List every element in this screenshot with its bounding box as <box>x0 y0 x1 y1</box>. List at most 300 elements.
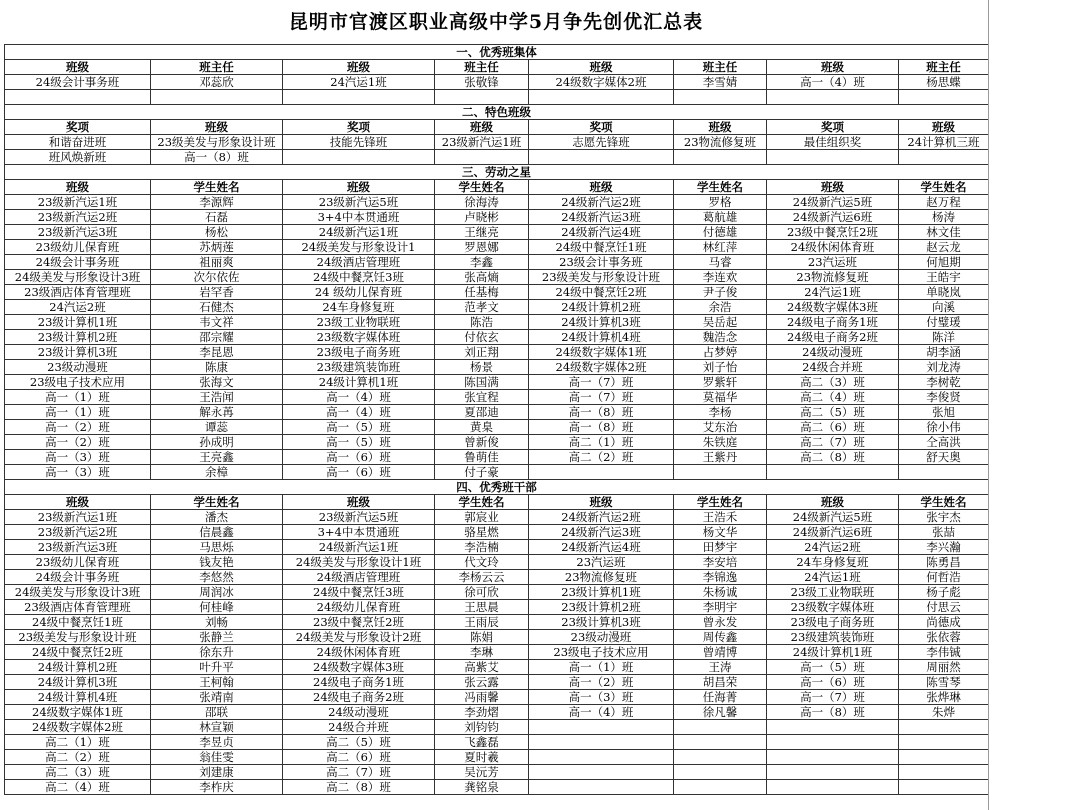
column-header: 学生姓名 <box>435 495 529 510</box>
table-row <box>5 225 989 240</box>
class-cell: 高一（6）班 <box>767 675 899 690</box>
table-row <box>5 150 989 165</box>
column-header: 班级 <box>283 60 435 75</box>
name-cell: 余樟 <box>151 465 283 480</box>
class-cell: 23级电子商务班 <box>283 345 435 360</box>
name-cell: 陈勇昌 <box>899 555 989 570</box>
class-cell: 24级电子商务2班 <box>283 690 435 705</box>
column-header: 学生姓名 <box>674 180 767 195</box>
class-cell: 高一（1）班 <box>529 660 674 675</box>
class-cell: 24级美发与形象设计1 <box>283 240 435 255</box>
name-cell: 尚德成 <box>899 615 989 630</box>
name-cell: 张靖南 <box>151 690 283 705</box>
name-cell: 付思云 <box>899 600 989 615</box>
name-cell: 王皓宇 <box>899 270 989 285</box>
name-cell: 田梦宇 <box>674 540 767 555</box>
name-cell: 石健杰 <box>151 300 283 315</box>
class-cell: 23级电子商务班 <box>767 615 899 630</box>
name-cell <box>899 720 989 735</box>
class-cell: 24汽运1班 <box>283 75 435 90</box>
class-cell <box>767 90 899 105</box>
name-cell <box>674 780 767 795</box>
column-header-row <box>5 60 989 75</box>
class-cell <box>529 765 674 780</box>
class-cell: 高一（7）班 <box>529 375 674 390</box>
name-cell: 杨思蝶 <box>899 75 989 90</box>
name-cell <box>435 90 529 105</box>
column-header: 班级 <box>5 495 151 510</box>
class-cell: 24车身修复班 <box>767 555 899 570</box>
name-cell: 骆星燃 <box>435 525 529 540</box>
section-heading: 三、劳动之星 <box>5 165 989 180</box>
name-cell: 刘子怡 <box>674 360 767 375</box>
name-cell <box>899 780 989 795</box>
table-row <box>5 255 989 270</box>
class-cell: 高一（5）班 <box>767 660 899 675</box>
name-cell: 李杨云云 <box>435 570 529 585</box>
name-cell: 罗格 <box>674 195 767 210</box>
table-row <box>5 300 989 315</box>
name-cell: 朱烨 <box>899 705 989 720</box>
class-cell: 24级新汽运3班 <box>529 210 674 225</box>
class-cell: 高一（1）班 <box>5 390 151 405</box>
name-cell <box>899 735 989 750</box>
column-header: 班级 <box>5 60 151 75</box>
name-cell: 吴岳起 <box>674 315 767 330</box>
name-cell: 杨文华 <box>674 525 767 540</box>
class-cell: 高二（5）班 <box>767 405 899 420</box>
name-cell: 李源辉 <box>151 195 283 210</box>
name-cell: 林红萍 <box>674 240 767 255</box>
class-cell: 高二（2）班 <box>529 450 674 465</box>
class-cell: 23级电子技术应用 <box>5 375 151 390</box>
class-cell <box>529 735 674 750</box>
name-cell: 任海菁 <box>674 690 767 705</box>
name-cell <box>899 465 989 480</box>
name-cell: 张烨琳 <box>899 690 989 705</box>
name-cell: 李兴瀚 <box>899 540 989 555</box>
class-cell: 24级数字媒体2班 <box>529 75 674 90</box>
table-row <box>5 660 989 675</box>
name-cell: 刘畅 <box>151 615 283 630</box>
table-row <box>5 315 989 330</box>
class-cell: 24级美发与形象设计3班 <box>5 270 151 285</box>
name-cell: 郭宸业 <box>435 510 529 525</box>
class-cell: 23级新汽运3班 <box>5 225 151 240</box>
column-header: 奖项 <box>529 120 674 135</box>
class-cell: 24级数字媒体3班 <box>767 300 899 315</box>
class-cell: 23级中餐烹饪2班 <box>283 615 435 630</box>
section-heading-row <box>5 165 989 180</box>
name-cell: 韦文祥 <box>151 315 283 330</box>
name-cell: 孙成明 <box>151 435 283 450</box>
class-cell: 24级动漫班 <box>283 705 435 720</box>
name-cell: 朱铁庭 <box>674 435 767 450</box>
name-cell: 刘龙涛 <box>899 360 989 375</box>
class-cell: 24级电子商务1班 <box>283 675 435 690</box>
name-cell <box>674 465 767 480</box>
class-cell: 23级电子技术应用 <box>529 645 674 660</box>
class-cell: 23级新汽运1班 <box>5 195 151 210</box>
class-cell: 高二（4）班 <box>767 390 899 405</box>
name-cell: 林宣颖 <box>151 720 283 735</box>
class-cell: 23级数字媒体班 <box>767 600 899 615</box>
class-cell: 高一（6）班 <box>283 450 435 465</box>
name-cell: 葛航雄 <box>674 210 767 225</box>
column-header: 班级 <box>151 120 283 135</box>
class-cell: 24级会计事务班 <box>5 75 151 90</box>
class-cell: 24级数字媒体1班 <box>529 345 674 360</box>
name-cell: 信晨鑫 <box>151 525 283 540</box>
class-cell: 23级建筑装饰班 <box>283 360 435 375</box>
name-cell: 王紫丹 <box>674 450 767 465</box>
name-cell <box>151 90 283 105</box>
name-cell: 刘钧钧 <box>435 720 529 735</box>
name-cell: 李安培 <box>674 555 767 570</box>
class-cell: 高一（3）班 <box>529 690 674 705</box>
class-cell: 24级计算机1班 <box>767 645 899 660</box>
name-cell: 刘正翔 <box>435 345 529 360</box>
name-cell: 冯雨馨 <box>435 690 529 705</box>
table-row <box>5 240 989 255</box>
class-cell: 23级计算机3班 <box>5 345 151 360</box>
name-cell: 祖丽爽 <box>151 255 283 270</box>
name-cell: 仝高洪 <box>899 435 989 450</box>
name-cell: 鲁萌佳 <box>435 450 529 465</box>
class-cell: 23级酒店体育管理班 <box>5 600 151 615</box>
class-cell <box>767 720 899 735</box>
table-row <box>5 420 989 435</box>
table-row <box>5 405 989 420</box>
class-cell: 高一（4）班 <box>529 705 674 720</box>
class-cell: 24汽运2班 <box>5 300 151 315</box>
class-cell: 23汽运班 <box>529 555 674 570</box>
class-cell: 24级计算机3班 <box>5 675 151 690</box>
class-cell: 技能先锋班 <box>283 135 435 150</box>
name-cell: 罗恩娜 <box>435 240 529 255</box>
column-header: 奖项 <box>5 120 151 135</box>
name-cell: 何旭期 <box>899 255 989 270</box>
table-row <box>5 75 989 90</box>
section-heading: 一、优秀班集体 <box>5 45 989 60</box>
table-row <box>5 195 989 210</box>
class-cell: 24级新汽运1班 <box>283 225 435 240</box>
name-cell: 张高熵 <box>435 270 529 285</box>
class-cell: 3+4中本贯通班 <box>283 525 435 540</box>
column-header-row <box>5 495 989 510</box>
class-cell: 23物流修复班 <box>767 270 899 285</box>
name-cell: 徐凡馨 <box>674 705 767 720</box>
table-row <box>5 375 989 390</box>
class-cell: 高一（4）班 <box>283 405 435 420</box>
name-cell: 杨子彪 <box>899 585 989 600</box>
name-cell <box>899 150 989 165</box>
name-cell: 胡李涵 <box>899 345 989 360</box>
section-heading: 四、优秀班干部 <box>5 480 989 495</box>
section-heading-row <box>5 45 989 60</box>
name-cell: 代文玲 <box>435 555 529 570</box>
sheet-title: 昆明市官渡区职业高级中学5月争先创优汇总表 <box>288 11 704 33</box>
name-cell: 周润冰 <box>151 585 283 600</box>
class-cell: 高一（4）班 <box>283 390 435 405</box>
column-header: 奖项 <box>283 120 435 135</box>
table-row <box>5 510 989 525</box>
column-header: 班级 <box>529 495 674 510</box>
name-cell: 李昱贞 <box>151 735 283 750</box>
name-cell: 曾永发 <box>674 615 767 630</box>
table-row <box>5 90 989 105</box>
class-cell: 24级中餐烹饪2班 <box>529 285 674 300</box>
name-cell: 周丽然 <box>899 660 989 675</box>
name-cell: 李浩楠 <box>435 540 529 555</box>
name-cell: 尹子俊 <box>674 285 767 300</box>
name-cell: 王思晨 <box>435 600 529 615</box>
name-cell <box>435 150 529 165</box>
column-header: 学生姓名 <box>151 495 283 510</box>
name-cell: 付子豪 <box>435 465 529 480</box>
name-cell: 飞鑫磊 <box>435 735 529 750</box>
column-header: 班级 <box>899 120 989 135</box>
column-header-row <box>5 120 989 135</box>
table-row <box>5 615 989 630</box>
name-cell: 余浩 <box>674 300 767 315</box>
name-cell: 潘杰 <box>151 510 283 525</box>
name-cell <box>899 765 989 780</box>
name-cell: 张喆 <box>899 525 989 540</box>
table-row <box>5 675 989 690</box>
class-cell: 24级新汽运2班 <box>529 195 674 210</box>
name-cell: 向溪 <box>899 300 989 315</box>
class-cell: 高二（8）班 <box>767 450 899 465</box>
class-cell <box>767 735 899 750</box>
name-cell: 李伟铖 <box>899 645 989 660</box>
name-cell: 陈国满 <box>435 375 529 390</box>
name-cell: 高一（8）班 <box>151 150 283 165</box>
class-cell: 23级幼儿保育班 <box>5 555 151 570</box>
class-cell: 24级计算机3班 <box>529 315 674 330</box>
name-cell: 马睿 <box>674 255 767 270</box>
class-cell: 高二（1）班 <box>5 735 151 750</box>
name-cell: 马思烁 <box>151 540 283 555</box>
class-cell: 高二（3）班 <box>5 765 151 780</box>
class-cell: 高二（1）班 <box>529 435 674 450</box>
name-cell <box>674 90 767 105</box>
name-cell: 徐可欣 <box>435 585 529 600</box>
column-header: 班级 <box>529 60 674 75</box>
class-cell: 高二（6）班 <box>283 750 435 765</box>
column-header: 班级 <box>674 120 767 135</box>
name-cell: 张宇杰 <box>899 510 989 525</box>
class-cell: 高一（4）班 <box>767 75 899 90</box>
column-header: 班级 <box>283 495 435 510</box>
class-cell: 24级美发与形象设计1班 <box>283 555 435 570</box>
class-cell: 24级新汽运5班 <box>767 195 899 210</box>
table-row <box>5 390 989 405</box>
section-heading-row <box>5 105 989 120</box>
class-cell: 志愿先锋班 <box>529 135 674 150</box>
table-row <box>5 645 989 660</box>
column-header: 班主任 <box>435 60 529 75</box>
class-cell: 高二（8）班 <box>283 780 435 795</box>
class-cell: 23级动漫班 <box>5 360 151 375</box>
column-header: 学生姓名 <box>899 180 989 195</box>
table-row <box>5 345 989 360</box>
name-cell: 李连欢 <box>674 270 767 285</box>
table-row <box>5 135 989 150</box>
name-cell: 徐东升 <box>151 645 283 660</box>
table-row <box>5 525 989 540</box>
class-cell: 高二（6）班 <box>767 420 899 435</box>
name-cell: 陈康 <box>151 360 283 375</box>
class-cell: 24级中餐烹饪3班 <box>283 585 435 600</box>
name-cell: 卢晓彬 <box>435 210 529 225</box>
class-cell: 高一（8）班 <box>529 405 674 420</box>
class-cell: 23级新汽运2班 <box>5 210 151 225</box>
name-cell <box>674 150 767 165</box>
class-cell: 和谐奋进班 <box>5 135 151 150</box>
table-row <box>5 600 989 615</box>
table-row <box>5 780 989 795</box>
class-cell: 23级幼儿保育班 <box>5 240 151 255</box>
name-cell: 解永苒 <box>151 405 283 420</box>
class-cell: 高一（6）班 <box>283 465 435 480</box>
name-cell: 翁佳雯 <box>151 750 283 765</box>
class-cell: 24级酒店管理班 <box>283 255 435 270</box>
name-cell: 徐小伟 <box>899 420 989 435</box>
class-cell: 24级新汽运3班 <box>529 525 674 540</box>
class-cell: 24级计算机4班 <box>5 690 151 705</box>
table-row <box>5 630 989 645</box>
summary-table <box>4 44 989 795</box>
section-heading-row <box>5 480 989 495</box>
column-header: 学生姓名 <box>151 180 283 195</box>
class-cell: 24级新汽运4班 <box>529 225 674 240</box>
class-cell: 24级电子商务2班 <box>767 330 899 345</box>
name-cell <box>899 750 989 765</box>
column-header: 学生姓名 <box>435 180 529 195</box>
name-cell: 邓蕊欣 <box>151 75 283 90</box>
class-cell: 24级合并班 <box>767 360 899 375</box>
class-cell <box>767 765 899 780</box>
column-header: 学生姓名 <box>899 495 989 510</box>
table-row <box>5 435 989 450</box>
class-cell: 23级新汽运1班 <box>5 510 151 525</box>
class-cell: 最佳组织奖 <box>767 135 899 150</box>
name-cell: 朱杨诚 <box>674 585 767 600</box>
name-cell: 赵万程 <box>899 195 989 210</box>
class-cell: 23物流修复班 <box>529 570 674 585</box>
name-cell: 夏邵迪 <box>435 405 529 420</box>
class-cell: 23级数字媒体班 <box>283 330 435 345</box>
name-cell: 李昆恩 <box>151 345 283 360</box>
name-cell: 李柞庆 <box>151 780 283 795</box>
name-cell: 王雨辰 <box>435 615 529 630</box>
name-cell: 林文佳 <box>899 225 989 240</box>
class-cell: 24汽运1班 <box>767 570 899 585</box>
class-cell: 23级动漫班 <box>529 630 674 645</box>
name-cell: 苏炳莲 <box>151 240 283 255</box>
class-cell: 高二（2）班 <box>5 750 151 765</box>
name-cell: 李悠然 <box>151 570 283 585</box>
class-cell: 24级计算机1班 <box>283 375 435 390</box>
table-row <box>5 570 989 585</box>
class-cell: 24级动漫班 <box>767 345 899 360</box>
class-cell: 班风焕新班 <box>5 150 151 165</box>
class-cell: 23级计算机3班 <box>529 615 674 630</box>
name-cell: 陈雪琴 <box>899 675 989 690</box>
class-cell: 23汽运班 <box>767 255 899 270</box>
class-cell: 24级计算机4班 <box>529 330 674 345</box>
name-cell: 邵联 <box>151 705 283 720</box>
class-cell: 高一（2）班 <box>529 675 674 690</box>
name-cell <box>674 720 767 735</box>
class-cell: 24级会计事务班 <box>5 255 151 270</box>
name-cell: 赵云龙 <box>899 240 989 255</box>
class-cell: 23级中餐烹饪2班 <box>767 225 899 240</box>
class-cell: 24级新汽运5班 <box>767 510 899 525</box>
class-cell: 24级美发与形象设计3班 <box>5 585 151 600</box>
name-cell: 陈洋 <box>899 330 989 345</box>
name-cell: 张宜程 <box>435 390 529 405</box>
class-cell: 高一（5）班 <box>283 435 435 450</box>
name-cell: 付德雄 <box>674 225 767 240</box>
class-cell: 高二（7）班 <box>283 765 435 780</box>
name-cell: 杨松 <box>151 225 283 240</box>
name-cell: 邵宗耀 <box>151 330 283 345</box>
name-cell: 岩罕香 <box>151 285 283 300</box>
class-cell <box>767 150 899 165</box>
class-cell: 23级计算机1班 <box>5 315 151 330</box>
class-cell <box>283 150 435 165</box>
table-row <box>5 735 989 750</box>
column-header: 班级 <box>435 120 529 135</box>
class-cell: 高一（5）班 <box>283 420 435 435</box>
class-cell: 23级会计事务班 <box>529 255 674 270</box>
name-cell: 李树乾 <box>899 375 989 390</box>
name-cell: 23级美发与形象设计班 <box>151 135 283 150</box>
class-cell <box>767 780 899 795</box>
class-cell: 高二（7）班 <box>767 435 899 450</box>
class-cell: 24级电子商务1班 <box>767 315 899 330</box>
column-header: 班级 <box>767 60 899 75</box>
name-cell: 王涛 <box>674 660 767 675</box>
class-cell: 3+4中本贯通班 <box>283 210 435 225</box>
summary-sheet <box>4 0 988 808</box>
column-header: 班级 <box>767 495 899 510</box>
class-cell: 高一（2）班 <box>5 420 151 435</box>
column-header: 学生姓名 <box>674 495 767 510</box>
name-cell: 23级新汽运1班 <box>435 135 529 150</box>
name-cell: 钱友艳 <box>151 555 283 570</box>
class-cell: 24 级幼儿保育班 <box>283 285 435 300</box>
name-cell: 何桂峰 <box>151 600 283 615</box>
name-cell: 杨涛 <box>899 210 989 225</box>
name-cell: 李杨 <box>674 405 767 420</box>
name-cell: 李明宇 <box>674 600 767 615</box>
class-cell: 24级酒店管理班 <box>283 570 435 585</box>
class-cell: 24级休闲体育班 <box>767 240 899 255</box>
table-row <box>5 690 989 705</box>
name-cell <box>674 735 767 750</box>
table-row <box>5 750 989 765</box>
class-cell <box>767 750 899 765</box>
class-cell: 24级新汽运6班 <box>767 210 899 225</box>
name-cell: 张静兰 <box>151 630 283 645</box>
name-cell: 魏浩念 <box>674 330 767 345</box>
table-row <box>5 765 989 780</box>
class-cell: 高一（3）班 <box>5 450 151 465</box>
class-cell: 24级休闲体育班 <box>283 645 435 660</box>
